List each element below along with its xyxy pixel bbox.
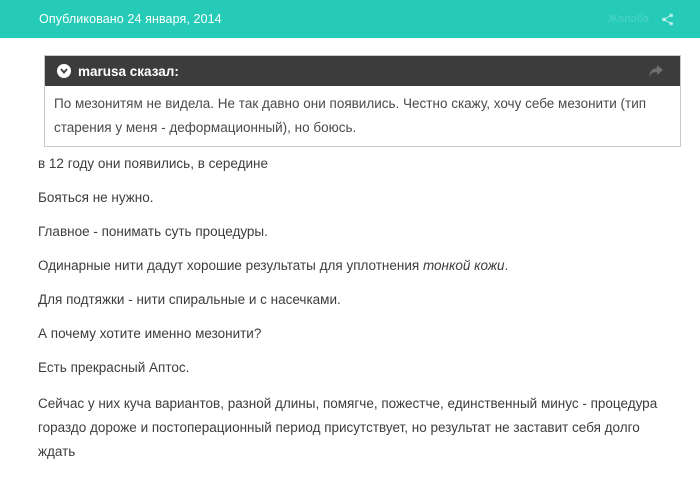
post-paragraph: Есть прекрасный Аптос. [38,360,190,375]
post-header [0,0,700,38]
quote-author[interactable]: marusa сказал: [78,63,179,79]
report-link[interactable]: Жалоба [607,13,649,25]
quote-text: По мезонитям не видела. Не так давно они появились. Честно скажу, хочу себе мезонити (тип старения у меня - деформационный), но боюсь. [54,96,647,135]
quote-author-wrap [57,64,179,79]
post-paragraph: Бояться не нужно. [38,190,154,205]
post-paragraph: в 12 году они появились, в середине [38,156,268,171]
paragraph-text-end: . [504,258,509,273]
post-paragraph [38,256,680,276]
quote-block [44,55,681,147]
post-date: Опубликовано 24 января, 2014 [39,12,222,26]
emphasized-text: тонкой кожи [422,258,505,273]
paragraph-text: Одинарные нити дадут хорошие результаты для уплотнения [38,258,423,273]
post-content [0,147,700,464]
quote-header [45,56,680,86]
post-paragraph: Сейчас у них куча вариантов, разной длины, помягче, пожестче, единственный минус - процедура гораздо дороже и постоперационный период присутствует, но результат не заставит себя долго ждать [38,396,658,459]
post-header-actions [608,13,674,26]
post-paragraph: А почему хотите именно мезонити? [38,326,262,341]
post-paragraph: Для подтяжки - нити спиральные и с насечками. [38,292,341,307]
post-paragraph: Главное - понимать суть процедуры. [38,224,268,239]
share-icon[interactable] [661,13,674,26]
share-arrow-icon[interactable] [648,64,664,78]
chevron-circle-down-icon[interactable] [57,64,71,78]
